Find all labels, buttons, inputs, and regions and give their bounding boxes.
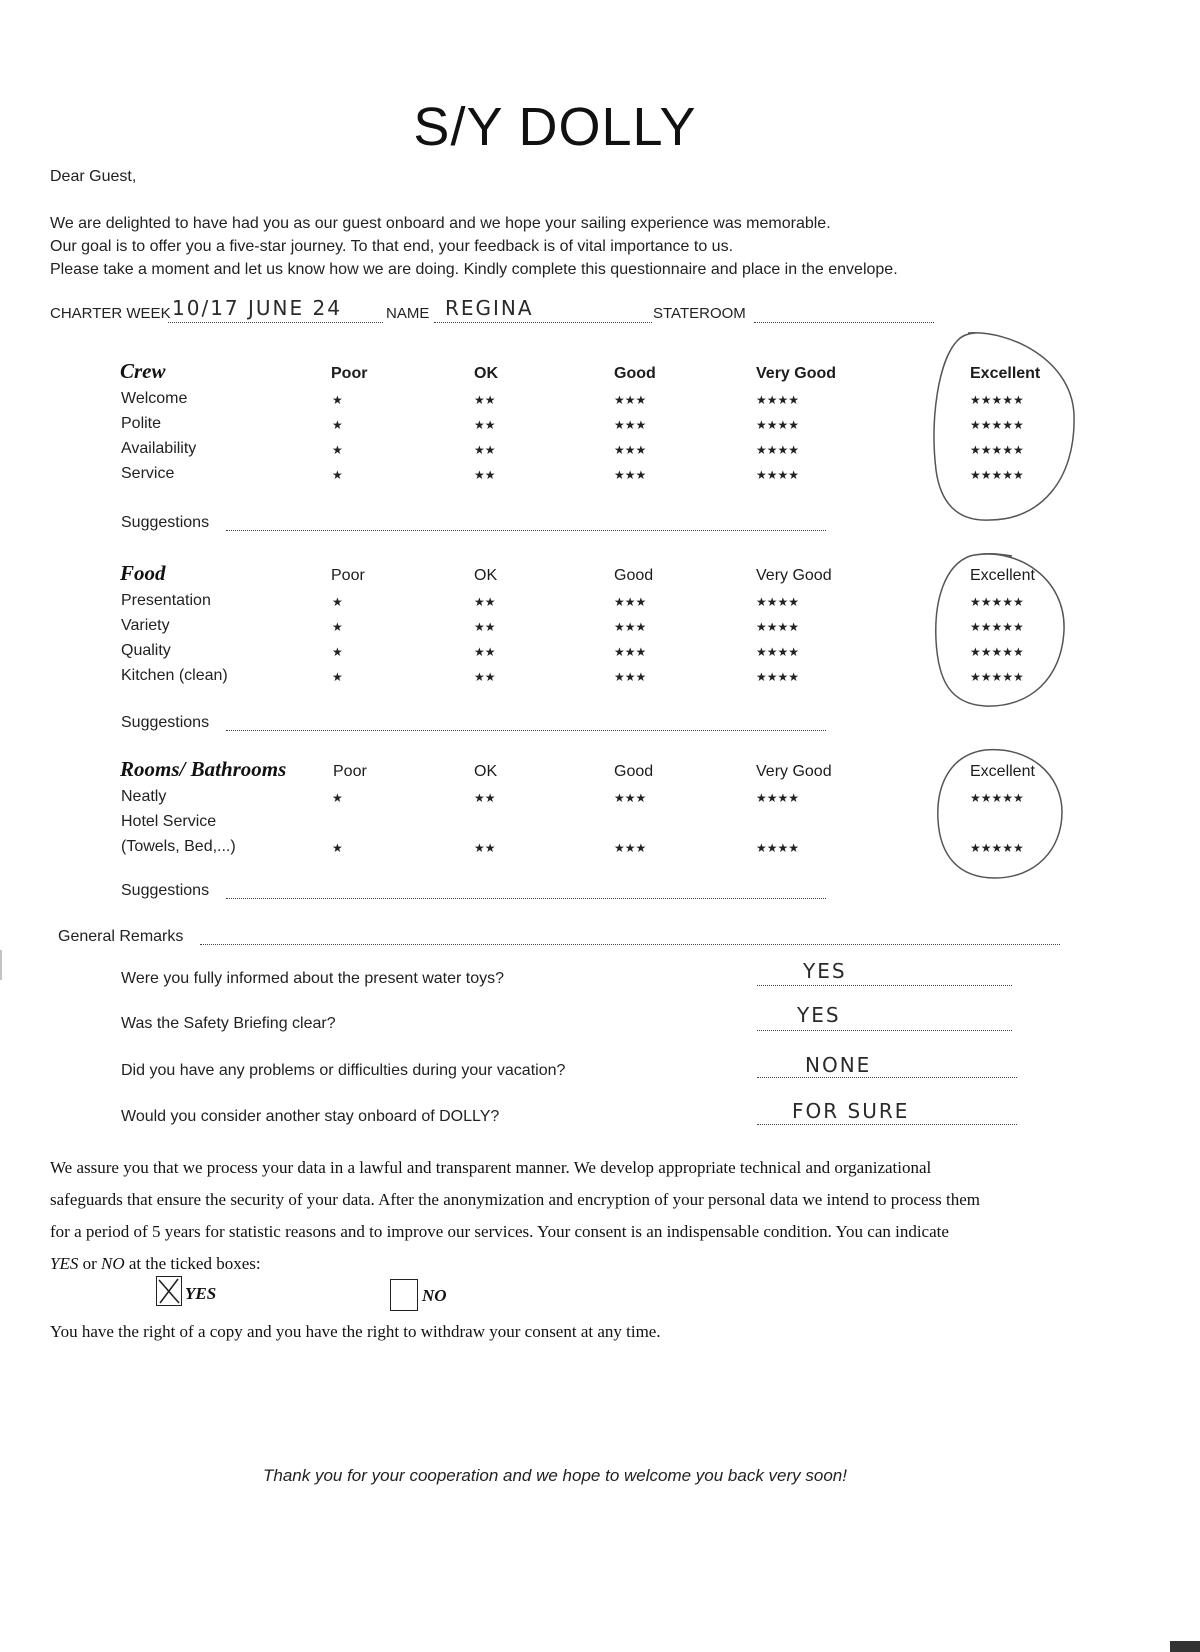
rooms-header-poor: Poor — [333, 763, 367, 780]
food-row-1-ok-stars[interactable]: ★★ — [474, 620, 496, 634]
name-label: NAME — [386, 305, 430, 322]
consent-no-label: NO — [422, 1286, 447, 1305]
intro-line-1: We are delighted to have had you as our guest onboard and we hope your sailing experience was memorable. — [50, 215, 831, 232]
rooms-row-2-good-stars[interactable]: ★★★ — [614, 841, 647, 855]
crew-row-1-good-stars[interactable]: ★★★ — [614, 418, 647, 432]
food-item-kitchen: Kitchen (clean) — [121, 667, 228, 684]
question-another-stay: Would you consider another stay onboard of DOLLY? — [121, 1108, 500, 1125]
food-row-0-very-good-stars[interactable]: ★★★★ — [756, 595, 800, 609]
crew-row-2-good-stars[interactable]: ★★★ — [614, 443, 647, 457]
food-excellent-circle — [936, 554, 1064, 706]
crew-row-0-very-good-stars[interactable]: ★★★★ — [756, 393, 800, 407]
rooms-suggestions-label: Suggestions — [121, 882, 210, 899]
food-row-2-poor-stars[interactable]: ★ — [332, 645, 343, 659]
food-row-0-ok-stars[interactable]: ★★ — [474, 595, 496, 609]
food-row-3-good-stars[interactable]: ★★★ — [614, 670, 647, 684]
food-row-1-excellent-stars[interactable]: ★★★★★ — [970, 620, 1024, 634]
crew-excellent-circle — [934, 333, 1074, 520]
crew-row-0-poor-stars[interactable]: ★ — [332, 393, 343, 407]
crew-item-polite: Polite — [121, 415, 162, 432]
rooms-header-ok: OK — [474, 763, 498, 780]
consent-line-4: YES or NO at the ticked boxes: — [50, 1254, 261, 1273]
food-row-3-poor-stars[interactable]: ★ — [332, 670, 343, 684]
crew-row-2-poor-stars[interactable]: ★ — [332, 443, 343, 457]
question-problems: Did you have any problems or difficulties during your vacation? — [121, 1062, 566, 1079]
food-header-good: Good — [614, 567, 654, 584]
rooms-row-0-poor-stars[interactable]: ★ — [332, 791, 343, 805]
rooms-row-2-poor-stars[interactable]: ★ — [332, 841, 343, 855]
answer-water-toys[interactable]: YES — [803, 959, 847, 983]
crew-row-2-very-good-stars[interactable]: ★★★★ — [756, 443, 800, 457]
rooms-row-0-excellent-stars[interactable]: ★★★★★ — [970, 791, 1024, 805]
consent-line-3: for a period of 5 years for statistic reasons and to improve our services. Your consent is an indispensable condition. You can indicate — [50, 1222, 949, 1241]
rating-header-good: Good — [614, 365, 656, 382]
name-field[interactable]: REGINA — [445, 296, 534, 320]
rooms-excellent-circle — [938, 750, 1062, 878]
intro-line-3: Please take a moment and let us know how we are doing. Kindly complete this questionnaire and place in the envelope. — [50, 261, 898, 278]
crew-row-1-excellent-stars[interactable]: ★★★★★ — [970, 418, 1024, 432]
intro-line-2: Our goal is to offer you a five-star journey. To that end, your feedback is of vital importance to us. — [50, 238, 734, 255]
crew-row-3-poor-stars[interactable]: ★ — [332, 468, 343, 482]
rooms-header-good: Good — [614, 763, 654, 780]
rating-header-very-good: Very Good — [756, 365, 837, 382]
section-title-rooms: Rooms/ Bathrooms — [120, 757, 287, 781]
food-row-1-very-good-stars[interactable]: ★★★★ — [756, 620, 800, 634]
consent-line-1: We assure you that we process your data in a lawful and transparent manner. We develop appropriate technical and organizational — [50, 1158, 932, 1177]
section-title-crew: Crew — [120, 359, 166, 383]
rooms-item-hotel-service: Hotel Service — [121, 813, 217, 830]
rooms-row-0-very-good-stars[interactable]: ★★★★ — [756, 791, 800, 805]
section-title-food: Food — [120, 561, 166, 585]
crew-item-service: Service — [121, 465, 175, 482]
food-row-0-poor-stars[interactable]: ★ — [332, 595, 343, 609]
rating-header-excellent: Excellent — [970, 365, 1041, 382]
food-row-2-excellent-stars[interactable]: ★★★★★ — [970, 645, 1024, 659]
rooms-row-2-very-good-stars[interactable]: ★★★★ — [756, 841, 800, 855]
question-safety-briefing: Was the Safety Briefing clear? — [121, 1015, 336, 1032]
food-item-quality: Quality — [121, 642, 171, 659]
food-row-3-excellent-stars[interactable]: ★★★★★ — [970, 670, 1024, 684]
greeting: Dear Guest, — [50, 168, 137, 185]
crew-row-3-ok-stars[interactable]: ★★ — [474, 468, 496, 482]
scan-edge-mark — [1170, 1641, 1200, 1652]
food-row-0-good-stars[interactable]: ★★★ — [614, 595, 647, 609]
food-header-excellent: Excellent — [970, 567, 1035, 584]
answer-another-stay[interactable]: FOR SURE — [792, 1099, 910, 1123]
crew-row-3-good-stars[interactable]: ★★★ — [614, 468, 647, 482]
charter-week-label: CHARTER WEEK — [50, 305, 171, 322]
rating-header-ok: OK — [474, 365, 498, 382]
crew-suggestions-label: Suggestions — [121, 514, 210, 531]
answer-safety-briefing[interactable]: YES — [797, 1003, 841, 1027]
consent-yes-label: YES — [185, 1284, 217, 1303]
crew-row-2-ok-stars[interactable]: ★★ — [474, 443, 496, 457]
food-row-3-ok-stars[interactable]: ★★ — [474, 670, 496, 684]
rooms-item-towels-bed: (Towels, Bed,...) — [121, 838, 236, 855]
charter-week-field[interactable]: 10/17 JUNE 24 — [172, 296, 342, 320]
food-row-2-good-stars[interactable]: ★★★ — [614, 645, 647, 659]
consent-line-2: safeguards that ensure the security of your data. After the anonymization and encryption of your personal data we intend to process them — [50, 1190, 980, 1209]
food-header-ok: OK — [474, 567, 498, 584]
crew-item-availability: Availability — [121, 440, 197, 457]
food-row-1-good-stars[interactable]: ★★★ — [614, 620, 647, 634]
crew-item-welcome: Welcome — [121, 390, 188, 407]
food-row-0-excellent-stars[interactable]: ★★★★★ — [970, 595, 1024, 609]
crew-row-0-good-stars[interactable]: ★★★ — [614, 393, 647, 407]
question-water-toys: Were you fully informed about the present water toys? — [121, 970, 505, 987]
food-row-1-poor-stars[interactable]: ★ — [332, 620, 343, 634]
closing-message: Thank you for your cooperation and we hope to welcome you back very soon! — [262, 1466, 847, 1485]
crew-row-1-ok-stars[interactable]: ★★ — [474, 418, 496, 432]
page-title: S/Y DOLLY — [413, 97, 697, 157]
crew-row-1-very-good-stars[interactable]: ★★★★ — [756, 418, 800, 432]
rooms-header-excellent: Excellent — [970, 763, 1035, 780]
crew-row-0-excellent-stars[interactable]: ★★★★★ — [970, 393, 1024, 407]
general-remarks-label: General Remarks — [58, 928, 184, 945]
food-header-very-good: Very Good — [756, 567, 832, 584]
rooms-row-2-excellent-stars[interactable]: ★★★★★ — [970, 841, 1024, 855]
crew-row-1-poor-stars[interactable]: ★ — [332, 418, 343, 432]
crew-row-3-excellent-stars[interactable]: ★★★★★ — [970, 468, 1024, 482]
rooms-header-very-good: Very Good — [756, 763, 832, 780]
rating-header-poor: Poor — [331, 365, 368, 382]
consent-rights-text: You have the right of a copy and you have the right to withdraw your consent at any time. — [50, 1322, 661, 1341]
food-row-2-very-good-stars[interactable]: ★★★★ — [756, 645, 800, 659]
rooms-item-neatly: Neatly — [121, 788, 167, 805]
food-row-2-ok-stars[interactable]: ★★ — [474, 645, 496, 659]
stateroom-label: STATEROOM — [653, 305, 746, 322]
food-item-presentation: Presentation — [121, 592, 211, 609]
food-item-variety: Variety — [121, 617, 170, 634]
rooms-row-0-ok-stars[interactable]: ★★ — [474, 791, 496, 805]
crew-row-0-ok-stars[interactable]: ★★ — [474, 393, 496, 407]
food-header-poor: Poor — [331, 567, 365, 584]
rooms-row-2-ok-stars[interactable]: ★★ — [474, 841, 496, 855]
food-row-3-very-good-stars[interactable]: ★★★★ — [756, 670, 800, 684]
answer-problems[interactable]: NONE — [805, 1053, 872, 1077]
crew-row-3-very-good-stars[interactable]: ★★★★ — [756, 468, 800, 482]
rooms-row-0-good-stars[interactable]: ★★★ — [614, 791, 647, 805]
crew-row-2-excellent-stars[interactable]: ★★★★★ — [970, 443, 1024, 457]
food-suggestions-label: Suggestions — [121, 714, 210, 731]
